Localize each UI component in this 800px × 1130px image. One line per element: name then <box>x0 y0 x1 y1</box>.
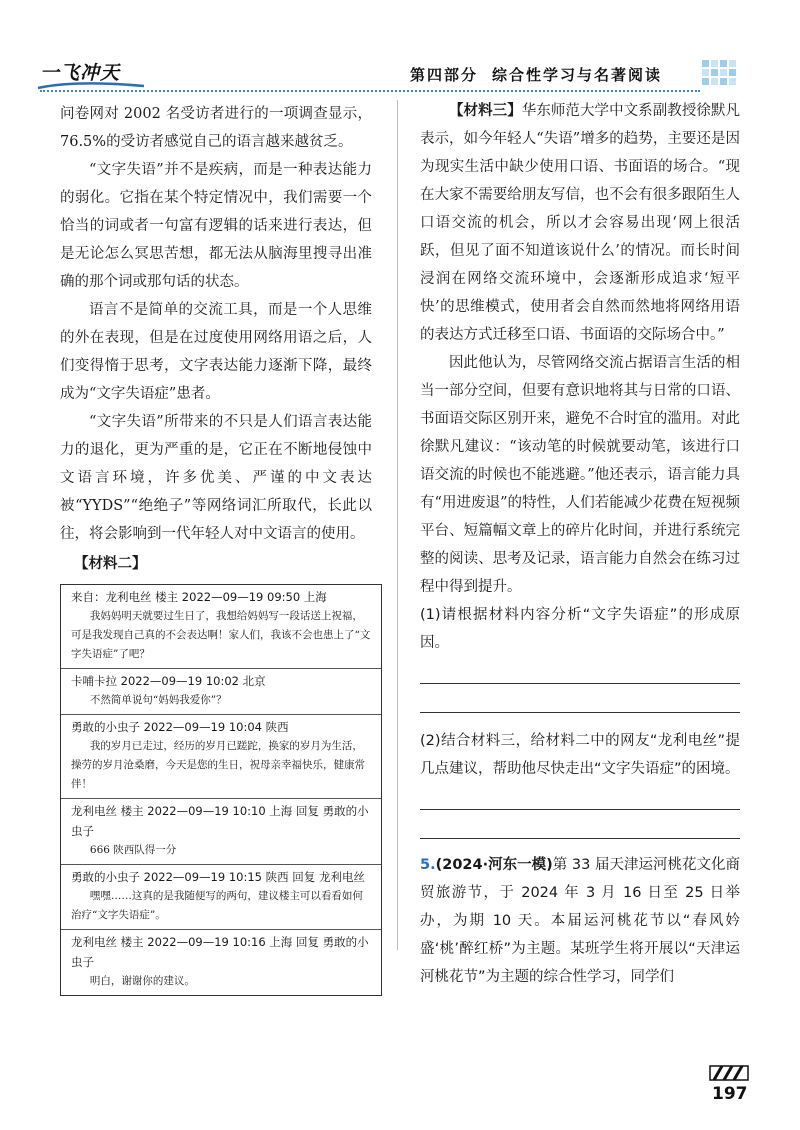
post-header: 龙利电丝 楼主 2022—09—19 10:16 上海 回复 勇敢的小虫子 <box>71 935 369 969</box>
page-number-stripes-icon <box>708 1062 752 1084</box>
page-number-badge <box>708 1062 752 1114</box>
material3-text: 华东师范大学中文系副教授徐默凡表示，如今年轻人“失语”增多的趋势，主要还是因为现实生活中缺少使用口语、书面语的场合。“现在大家不需要给朋友写信，也不会有很多跟陌生人口语交流的机会，所以才会容易出现‘网上很活跃，但见了面不知道该说什么’的情况。而长时间浸润在网络交流环境中，会逐渐形成追求‘短平快’的思维模式，使用者会自然而然地将网络用语的表达方式迁移至口语、书面语的交际场合中。” <box>420 103 741 343</box>
answer-line[interactable] <box>420 683 740 684</box>
left-column <box>60 100 372 996</box>
answer-line[interactable] <box>420 809 740 810</box>
paragraph: 语言不是简单的交流工具，而是一个人思维的外在表现，但是在过度使用网络用语之后，人们变得惰于思考，文字表达能力逐渐下降，最终成为“文字失语症”患者。 <box>60 302 372 402</box>
post-body: 我妈妈明天就要过生日了，我想给妈妈写一段话送上祝福，可是我发现自己真的不会表达啊！家人们，我该不会也患上了“文字失语症”了吧？ <box>71 610 371 660</box>
forum-post <box>61 669 381 715</box>
answer-line[interactable] <box>420 712 740 713</box>
page-header <box>0 0 800 95</box>
page-number: 197 <box>712 1084 748 1104</box>
forum-box <box>60 584 382 996</box>
paragraph: 问卷网对 2002 名受访者进行的一项调查显示，76.5%的受访者感觉自己的语言越来越贫乏。 <box>60 106 372 150</box>
post-header: 勇敢的小虫子 2022—09—19 10:04 陕西 <box>71 720 289 734</box>
post-header: 龙利电丝 楼主 2022—09—19 10:10 上海 回复 勇敢的小虫子 <box>71 804 369 838</box>
post-body: 明白，谢谢你的建议。 <box>89 975 195 987</box>
forum-post <box>61 715 381 799</box>
post-body: 嘿嘿……这真的是我随便写的两句，建议楼主可以看看如何治疗“文字失语症”。 <box>71 890 363 921</box>
material3-tag: 【材料三】 <box>449 103 522 119</box>
column-divider <box>397 100 398 950</box>
material3-paragraph <box>420 97 740 349</box>
forum-post <box>61 799 381 865</box>
forum-post <box>61 865 381 930</box>
post-body: 我的岁月已走过，经历的岁月已蹉跎，换家的岁月为生活，操劳的岁月沧桑磨，今天是您的生日，祝母亲幸福快乐，健康常伴！ <box>71 740 365 790</box>
post-header: 勇敢的小虫子 2022—09—19 10:15 陕西 回复 龙利电丝 <box>71 870 365 884</box>
answer-line[interactable] <box>420 838 740 839</box>
right-column <box>420 97 740 991</box>
question-5-number: 5. <box>420 857 436 873</box>
chapter-title <box>410 64 662 85</box>
question-1: (1)请根据材料内容分析“文字失语症”的形成原因。 <box>420 607 740 651</box>
header-rule <box>40 90 700 92</box>
chapter-section: 综合性学习与名著阅读 <box>492 66 663 84</box>
post-header: 卡哺卡拉 2022—09—19 10:02 北京 <box>71 674 266 688</box>
post-header: 来自：龙利电丝 楼主 2022—09—19 09:50 上海 <box>71 590 327 604</box>
post-body: 666 陕西队得一分 <box>89 844 177 856</box>
question-5-source: (2024·河东一模) <box>435 857 553 873</box>
paragraph: “文字失语”并不是疾病，而是一种表达能力的弱化。它指在某个特定情况中，我们需要一个恰当的词或者一句富有逻辑的话来进行表达，但是无论怎么冥思苦想，都无法从脑海里搜寻出准确的那个词或那句话的状态。 <box>60 162 372 290</box>
forum-post <box>61 585 381 669</box>
question-5 <box>420 851 740 991</box>
forum-post <box>61 930 381 995</box>
question-2: (2)结合材料三，给材料二中的网友“龙利电丝”提几点建议，帮助他尽快走出“文字失语症”的困境。 <box>420 733 740 777</box>
post-body: 不然简单说句“妈妈我爱你”？ <box>89 694 227 706</box>
brand-logo: 一飞冲天 <box>40 62 121 84</box>
paragraph: 因此他认为，尽管网络交流占据语言生活的相当一部分空间，但要有意识地将其与日常的口语、书面语交际区别开来，避免不合时宜的滥用。对此徐默凡建议：“该动笔的时候就要动笔，该进行口语交流的时候也不能逃避。”他还表示，语言能力具有“用进废退”的特性，人们若能减少花费在短视频平台、短篇幅文章上的碎片化时间，并进行系统完整的阅读、思考及记录，语言能力自然会在练习过程中得到提升。 <box>420 355 740 595</box>
paragraph: “文字失语”所带来的不只是人们语言表达能力的退化，更为严重的是，它正在不断地侵蚀中文语言环境，许多优美、严谨的中文表达被“YYDS”“绝绝子”等网络词汇所取代，长此以往，将会影响到一代年轻人对中文语言的使用。 <box>60 414 372 542</box>
material2-title: 【材料二】 <box>74 556 147 572</box>
question-5-text: 第 33 届天津运河桃花文化商贸旅游节，于 2024 年 3 月 16 日至 25 日举办，为期 10 天。本届运河桃花节以“春风妗盛‘桃’醉红桥”为主题。某班学生将开展以“天津运河桃花节”为主题的综合性学习，同学们 <box>420 857 741 985</box>
chapter-part: 第四部分 <box>410 66 479 84</box>
